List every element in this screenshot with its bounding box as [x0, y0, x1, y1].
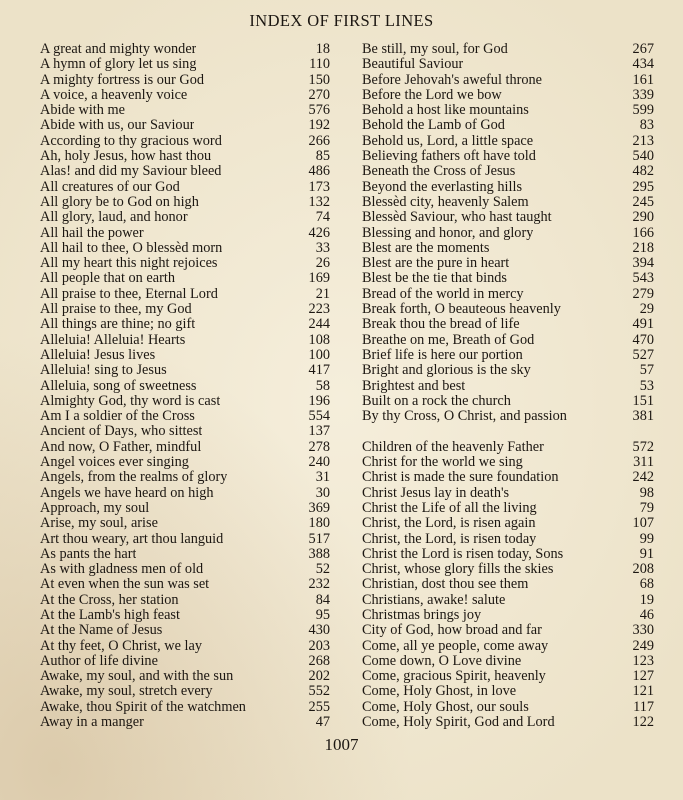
- index-entry: [40, 317, 330, 332]
- hymn-number: 83: [639, 117, 654, 134]
- index-entry: [362, 455, 654, 470]
- index-entry: [362, 210, 654, 225]
- index-entry: [40, 562, 330, 577]
- hymn-number: 543: [632, 270, 654, 287]
- first-line-text: A great and mighty wonder: [40, 42, 197, 57]
- first-line-text: Am I a soldier of the Cross: [40, 409, 195, 425]
- index-entry: [40, 639, 330, 654]
- first-line-text: Alleluia! Alleluia! Hearts: [40, 332, 186, 348]
- hymn-number: 290: [632, 209, 654, 226]
- hymn-number: 108: [308, 331, 330, 348]
- first-line-text: All things are thine; no gift: [40, 317, 196, 333]
- hymn-number: 74: [315, 209, 330, 226]
- first-line-text: Bright and glorious is the sky: [362, 363, 531, 379]
- index-entry: [40, 547, 330, 562]
- index-entry: [40, 134, 330, 149]
- hymn-number: 240: [308, 454, 330, 471]
- first-line-text: Angels we have heard on high: [40, 485, 214, 501]
- hymn-number: 540: [632, 148, 654, 165]
- hymn-number: 68: [639, 576, 654, 593]
- hymn-number: 91: [639, 545, 654, 562]
- hymn-number: 30: [315, 484, 330, 501]
- hymn-number: 196: [308, 392, 330, 409]
- index-entry: [40, 42, 330, 57]
- index-entry: [40, 516, 330, 531]
- index-entry: [40, 455, 330, 470]
- hymn-number: 223: [308, 301, 330, 318]
- first-line-text: Angels, from the realms of glory: [40, 470, 228, 486]
- hymn-number: 202: [308, 668, 330, 685]
- hymn-number: 137: [308, 423, 330, 440]
- index-entry: [362, 684, 654, 699]
- section-gap: [362, 424, 654, 439]
- first-line-text: Come down, O Love divine: [362, 653, 522, 669]
- hymn-number: 46: [639, 606, 654, 623]
- hymn-number: 572: [632, 438, 654, 455]
- index-entry: [40, 164, 330, 179]
- first-line-text: Christian, dost thou see them: [362, 577, 529, 593]
- first-line-text: Before Jehovah's aweful throne: [362, 72, 543, 88]
- first-line-text: Arise, my soul, arise: [40, 516, 158, 532]
- index-entry: [362, 532, 654, 547]
- first-line-text: Bread of the world in mercy: [362, 286, 524, 302]
- hymn-number: 278: [308, 438, 330, 455]
- hymn-number: 394: [632, 255, 654, 272]
- hymn-number: 295: [632, 178, 654, 195]
- hymn-number: 434: [632, 56, 654, 73]
- index-entry: [40, 348, 330, 363]
- first-line-text: Beautiful Saviour: [362, 57, 464, 73]
- hymn-number: 192: [308, 117, 330, 134]
- hymn-number: 270: [308, 86, 330, 103]
- index-entry: [40, 271, 330, 286]
- hymn-number: 244: [308, 316, 330, 333]
- first-line-text: Alleluia, song of sweetness: [40, 378, 197, 394]
- first-line-text: Before the Lord we bow: [362, 87, 502, 103]
- index-entry: [362, 164, 654, 179]
- first-line-text: Break forth, O beauteous heavenly: [362, 302, 561, 318]
- index-entry: [40, 302, 330, 317]
- hymn-number: 517: [308, 530, 330, 547]
- hymn-number: 18: [315, 41, 330, 57]
- hymn-number: 249: [632, 637, 654, 654]
- hymn-number: 426: [308, 224, 330, 241]
- index-entry: [40, 623, 330, 638]
- first-line-text: A voice, a heavenly voice: [40, 87, 188, 103]
- index-entry: [40, 287, 330, 302]
- first-line-text: Approach, my soul: [40, 500, 150, 516]
- index-entry: [362, 547, 654, 562]
- first-line-text: Christ, the Lord, is risen again: [362, 516, 536, 532]
- first-line-text: And now, O Father, mindful: [40, 439, 202, 455]
- hymn-number: 19: [639, 591, 654, 608]
- first-line-text: Beneath the Cross of Jesus: [362, 164, 516, 180]
- index-entry: [40, 256, 330, 271]
- first-line-text: Art thou weary, art thou languid: [40, 531, 224, 547]
- hymn-number: 218: [632, 239, 654, 256]
- first-line-text: At the Name of Jesus: [40, 623, 163, 639]
- hymn-number: 57: [639, 362, 654, 379]
- index-entry: [40, 424, 330, 439]
- index-entry: [362, 715, 654, 730]
- index-entry: [40, 73, 330, 88]
- first-line-text: Brief life is here our portion: [362, 347, 523, 363]
- index-entry: [362, 440, 654, 455]
- first-line-text: Christmas brings joy: [362, 607, 482, 623]
- hymn-number: 242: [632, 469, 654, 486]
- hymn-number: 486: [308, 163, 330, 180]
- first-line-text: All glory be to God on high: [40, 194, 199, 210]
- first-line-text: Blessèd city, heavenly Salem: [362, 194, 529, 210]
- hymn-number: 245: [632, 193, 654, 210]
- hymn-number: 123: [632, 652, 654, 669]
- index-entry: [362, 256, 654, 271]
- hymn-number: 417: [308, 362, 330, 379]
- right-column: [362, 42, 654, 730]
- first-line-text: Children of the heavenly Father: [362, 439, 544, 455]
- index-entry: [362, 149, 654, 164]
- index-entry: [40, 684, 330, 699]
- first-line-text: Awake, thou Spirit of the watchmen: [40, 699, 246, 715]
- page-title: INDEX OF FIRST LINES: [249, 11, 434, 30]
- hymn-number: 79: [639, 499, 654, 516]
- index-entry: [362, 180, 654, 195]
- index-entry: [40, 715, 330, 730]
- first-line-text: All praise to thee, my God: [40, 302, 192, 318]
- hymn-number: 430: [308, 622, 330, 639]
- index-entry: [362, 134, 654, 149]
- first-line-text: All glory, laud, and honor: [40, 210, 188, 226]
- first-line-text: Author of life divine: [40, 653, 158, 669]
- first-line-text: Blessèd Saviour, who hast taught: [362, 210, 552, 226]
- hymn-number: 482: [632, 163, 654, 180]
- index-entry: [362, 577, 654, 592]
- hymn-number: 117: [633, 698, 654, 715]
- index-entry: [362, 654, 654, 669]
- index-entry: [40, 180, 330, 195]
- first-line-text: According to thy gracious word: [40, 133, 222, 149]
- index-entry: [362, 103, 654, 118]
- index-entry: [40, 440, 330, 455]
- first-line-text: By thy Cross, O Christ, and passion: [362, 409, 567, 425]
- hymn-number: 266: [308, 132, 330, 149]
- hymn-number: 47: [315, 714, 330, 731]
- index-entry: [362, 639, 654, 654]
- first-line-text: Come, all ye people, come away: [362, 638, 549, 654]
- hymn-number: 85: [315, 148, 330, 165]
- index-entry: [40, 363, 330, 378]
- first-line-text: A hymn of glory let us sing: [40, 57, 197, 73]
- index-entry: [362, 287, 654, 302]
- index-entry: [362, 593, 654, 608]
- hymn-number: 95: [315, 606, 330, 623]
- first-line-text: Come, gracious Spirit, heavenly: [362, 669, 546, 685]
- index-entry: [362, 379, 654, 394]
- hymn-number: 166: [632, 224, 654, 241]
- first-line-text: Believing fathers oft have told: [362, 149, 536, 165]
- hymn-number: 255: [308, 698, 330, 715]
- hymn-number: 150: [308, 71, 330, 88]
- index-entry: [362, 394, 654, 409]
- first-line-text: All hail the power: [40, 225, 144, 241]
- index-entry: [362, 516, 654, 531]
- first-line-text: Ancient of Days, who sittest: [40, 424, 203, 440]
- hymn-number: 208: [632, 561, 654, 578]
- left-column: [40, 42, 330, 730]
- index-entry: [362, 241, 654, 256]
- first-line-text: Behold the Lamb of God: [362, 118, 505, 134]
- hymn-number: 203: [308, 637, 330, 654]
- first-line-text: Come, Holy Spirit, God and Lord: [362, 715, 555, 731]
- hymn-number: 127: [632, 668, 654, 685]
- first-line-text: All people that on earth: [40, 271, 175, 287]
- first-line-text: All creatures of our God: [40, 179, 180, 195]
- hymn-number: 527: [632, 346, 654, 363]
- first-line-text: All praise to thee, Eternal Lord: [40, 286, 218, 302]
- first-line-text: At even when the sun was set: [40, 577, 210, 593]
- hymn-number: 369: [308, 499, 330, 516]
- hymn-number: 213: [632, 132, 654, 149]
- first-line-text: Christ for the world we sing: [362, 455, 523, 471]
- index-entry: [362, 42, 654, 57]
- hymn-number: 33: [315, 239, 330, 256]
- first-line-text: Be still, my soul, for God: [362, 42, 508, 57]
- first-line-text: Awake, my soul, and with the sun: [40, 669, 234, 685]
- hymn-number: 554: [308, 408, 330, 425]
- first-line-text: Come, Holy Ghost, our souls: [362, 699, 529, 715]
- index-entry: [40, 241, 330, 256]
- hymn-number: 180: [308, 515, 330, 532]
- hymn-number: 381: [632, 408, 654, 425]
- index-entry: [40, 577, 330, 592]
- hymn-number: 21: [315, 285, 330, 302]
- hymn-number: 267: [632, 41, 654, 57]
- hymn-number: 151: [632, 392, 654, 409]
- index-entry: [40, 654, 330, 669]
- first-line-text: Breathe on me, Breath of God: [362, 332, 535, 348]
- index-entry: [362, 363, 654, 378]
- first-line-text: Brightest and best: [362, 378, 466, 394]
- first-line-text: Christ Jesus lay in death's: [362, 485, 510, 501]
- first-line-text: Blest are the moments: [362, 240, 490, 256]
- first-line-text: Christ the Lord is risen today, Sons: [362, 546, 564, 562]
- first-line-text: Built on a rock the church: [362, 393, 511, 409]
- index-entry: [40, 593, 330, 608]
- index-entry: [362, 333, 654, 348]
- index-entry: [40, 118, 330, 133]
- hymn-number: 311: [633, 454, 654, 471]
- first-line-text: Angel voices ever singing: [40, 455, 189, 471]
- hymn-number: 29: [639, 301, 654, 318]
- first-line-text: Alleluia! sing to Jesus: [40, 363, 167, 379]
- index-entry: [362, 195, 654, 210]
- index-entry: [40, 210, 330, 225]
- hymn-number: 26: [315, 255, 330, 272]
- hymn-number: 107: [632, 515, 654, 532]
- first-line-text: Christians, awake! salute: [362, 592, 506, 608]
- first-line-text: As with gladness men of old: [40, 562, 204, 578]
- hymn-number: 552: [308, 683, 330, 700]
- index-entry: [362, 271, 654, 286]
- first-line-text: Alleluia! Jesus lives: [40, 347, 156, 363]
- hymn-number: 388: [308, 545, 330, 562]
- hymn-number: 122: [632, 714, 654, 731]
- index-entry: [40, 608, 330, 623]
- index-entry: [40, 379, 330, 394]
- first-line-text: Blessing and honor, and glory: [362, 225, 534, 241]
- index-entry: [40, 669, 330, 684]
- index-entry: [362, 623, 654, 638]
- index-entry: [362, 608, 654, 623]
- index-entry: [362, 317, 654, 332]
- index-entry: [40, 470, 330, 485]
- first-line-text: At the Lamb's high feast: [40, 607, 180, 623]
- first-line-text: Christ, the Lord, is risen today: [362, 531, 537, 547]
- hymn-number: 58: [315, 377, 330, 394]
- hymn-number: 52: [315, 561, 330, 578]
- first-line-text: Away in a manger: [40, 715, 144, 731]
- index-entry: [362, 409, 654, 424]
- index-entry: [40, 226, 330, 241]
- first-line-text: Ah, holy Jesus, how hast thou: [40, 149, 212, 165]
- hymn-number: 339: [632, 86, 654, 103]
- first-line-text: All my heart this night rejoices: [40, 256, 218, 272]
- page-number: 1007: [324, 735, 359, 754]
- hymn-number: 173: [308, 178, 330, 195]
- first-line-text: Christ, whose glory fills the skies: [362, 562, 554, 578]
- first-line-text: Alas! and did my Saviour bleed: [40, 164, 222, 180]
- index-entry: [40, 501, 330, 516]
- first-line-text: Behold a host like mountains: [362, 103, 529, 119]
- index-entry: [362, 562, 654, 577]
- hymn-number: 99: [639, 530, 654, 547]
- index-entry: [362, 348, 654, 363]
- first-line-text: Awake, my soul, stretch every: [40, 684, 213, 700]
- hymn-number: 98: [639, 484, 654, 501]
- index-entry: [362, 118, 654, 133]
- first-line-text: Come, Holy Ghost, in love: [362, 684, 517, 700]
- hymn-number: 330: [632, 622, 654, 639]
- index-entry: [40, 486, 330, 501]
- hymn-number: 100: [308, 346, 330, 363]
- first-line-text: Christ is made the sure foundation: [362, 470, 559, 486]
- index-entry: [40, 700, 330, 715]
- hymn-number: 110: [309, 56, 330, 73]
- hymn-number: 53: [639, 377, 654, 394]
- index-entry: [362, 669, 654, 684]
- hymn-number: 31: [315, 469, 330, 486]
- index-entry: [40, 103, 330, 118]
- first-line-text: All hail to thee, O blessèd morn: [40, 240, 223, 256]
- hymn-number: 268: [308, 652, 330, 669]
- first-line-text: Christ the Life of all the living: [362, 500, 537, 516]
- index-entry: [40, 57, 330, 72]
- first-line-text: Blest be the tie that binds: [362, 271, 507, 287]
- hymn-number: 576: [308, 102, 330, 119]
- index-entry: [362, 486, 654, 501]
- index-entry: [362, 501, 654, 516]
- index-entry: [40, 409, 330, 424]
- index-entry: [362, 700, 654, 715]
- first-line-text: A mighty fortress is our God: [40, 72, 205, 88]
- hymn-number: 84: [315, 591, 330, 608]
- hymn-number: 232: [308, 576, 330, 593]
- first-line-text: Almighty God, thy word is cast: [40, 393, 221, 409]
- index-entry: [362, 226, 654, 241]
- index-entry: [362, 88, 654, 103]
- hymn-number: 470: [632, 331, 654, 348]
- index-entry: [40, 333, 330, 348]
- first-line-text: As pants the hart: [40, 546, 137, 562]
- hymn-number: 599: [632, 102, 654, 119]
- hymn-number: 121: [632, 683, 654, 700]
- index-entry: [362, 470, 654, 485]
- index-entry: [362, 57, 654, 72]
- index-entry: [40, 149, 330, 164]
- hymn-number: 279: [632, 285, 654, 302]
- first-line-text: At thy feet, O Christ, we lay: [40, 638, 202, 654]
- first-line-text: Abide with me: [40, 103, 125, 119]
- index-entry: [362, 73, 654, 88]
- first-line-text: Beyond the everlasting hills: [362, 179, 523, 195]
- first-line-text: Break thou the bread of life: [362, 317, 520, 333]
- hymn-number: 161: [632, 71, 654, 88]
- hymn-number: 132: [308, 193, 330, 210]
- first-line-text: Abide with us, our Saviour: [40, 118, 195, 134]
- first-line-text: Blest are the pure in heart: [362, 256, 510, 272]
- first-line-text: Behold us, Lord, a little space: [362, 133, 534, 149]
- section-b: [362, 42, 654, 424]
- index-entry: [40, 195, 330, 210]
- index-entry: [40, 532, 330, 547]
- hymn-number: 169: [308, 270, 330, 287]
- hymn-number: 491: [632, 316, 654, 333]
- index-entry: [362, 302, 654, 317]
- first-line-text: City of God, how broad and far: [362, 623, 542, 639]
- index-entry: [40, 88, 330, 103]
- index-entry: [40, 394, 330, 409]
- first-line-text: At the Cross, her station: [40, 592, 179, 608]
- section-c: [362, 440, 654, 731]
